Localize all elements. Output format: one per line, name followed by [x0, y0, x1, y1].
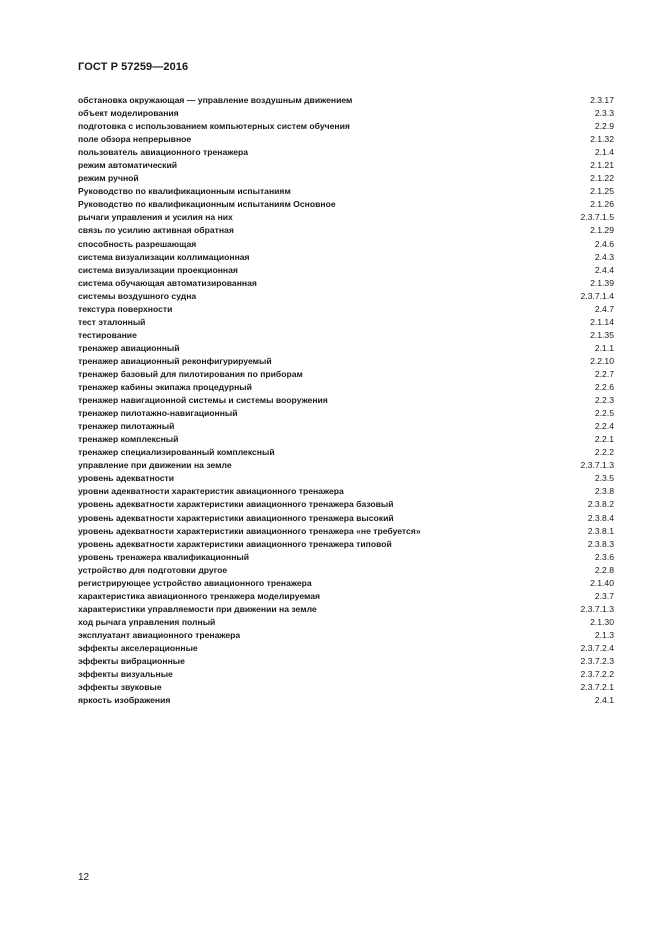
index-entry: [78, 538, 614, 551]
index-section-ref: 2.1.30: [590, 616, 614, 627]
index-section-ref: 2.2.5: [594, 408, 614, 419]
index-entry: [78, 668, 614, 681]
index-section-ref: 2.3.8.2: [587, 499, 614, 510]
index-entry: [78, 394, 614, 407]
index-entry: [78, 616, 614, 629]
index-term: уровень адекватности характеристики авиационного тренажера высокий: [78, 512, 394, 523]
index-section-ref: 2.3.7.1.3: [580, 603, 614, 614]
index-section-ref: 2.1.39: [590, 277, 614, 288]
index-entry: [78, 120, 614, 133]
index-term: тренажер комплексный: [78, 434, 179, 445]
index-term: ход рычага управления полный: [78, 616, 216, 627]
index-section-ref: 2.3.7: [594, 590, 614, 601]
index-section-ref: 2.1.21: [590, 160, 614, 171]
index-entry: [78, 681, 614, 694]
index-term: тренажер специализированный комплексный: [78, 447, 275, 458]
index-section-ref: 2.1.14: [590, 316, 614, 327]
index-entry: [78, 498, 614, 511]
index-term: режим автоматический: [78, 160, 178, 171]
index-section-ref: 2.3.8: [594, 486, 614, 497]
index-section-ref: 2.4.6: [594, 238, 614, 249]
index-section-ref: 2.1.1: [594, 342, 614, 353]
index-term: тренажер кабины экипажа процедурный: [78, 382, 252, 393]
index-term: пользователь авиационного тренажера: [78, 147, 249, 158]
index-section-ref: 2.2.10: [590, 355, 614, 366]
index-term: характеристики управляемости при движении на земле: [78, 603, 317, 614]
index-section-ref: 2.1.25: [590, 186, 614, 197]
page-number: 12: [78, 872, 90, 883]
index-term: управление при движении на земле: [78, 460, 232, 471]
index-section-ref: 2.2.6: [594, 382, 614, 393]
index-term: яркость изображения: [78, 695, 171, 706]
index-section-ref: 2.3.7.2.4: [580, 642, 614, 653]
index-section-ref: 2.3.7.2.3: [580, 656, 614, 667]
index-term: регистрирующее устройство авиационного тренажера: [78, 577, 312, 588]
index-entry: [78, 577, 614, 590]
index-term: Руководство по квалификационным испытаниям: [78, 186, 291, 197]
index-entry: [78, 264, 614, 277]
index-term: тренажер пилотажно-навигационный: [78, 408, 238, 419]
index-term: поле обзора непрерывное: [78, 134, 192, 145]
index-term: система визуализации проекционная: [78, 264, 238, 275]
index-section-ref: 2.3.17: [590, 95, 614, 105]
index-entry: [78, 211, 614, 224]
index-section-ref: 2.1.4: [594, 147, 614, 158]
index-term: система визуализации коллимационная: [78, 251, 250, 262]
index-section-ref: 2.3.8.3: [587, 538, 614, 549]
index-entry: [78, 107, 614, 120]
index-entry: [78, 251, 614, 264]
index-term: система обучающая автоматизированная: [78, 277, 257, 288]
index-term: уровень адекватности характеристики авиационного тренажера типовой: [78, 538, 392, 549]
index-term: устройство для подготовки другое: [78, 564, 228, 575]
index-section-ref: 2.1.29: [590, 225, 614, 236]
index-term: обстановка окружающая — управление воздушным движением: [78, 95, 353, 105]
term-index-list: [78, 94, 614, 707]
index-entry: [78, 642, 614, 655]
index-section-ref: 2.1.26: [590, 199, 614, 210]
page-header: ГОСТ Р 57259—2016: [78, 61, 189, 73]
index-section-ref: 2.3.8.1: [587, 525, 614, 536]
index-section-ref: 2.2.3: [594, 395, 614, 406]
index-entry: [78, 603, 614, 616]
index-section-ref: 2.4.7: [594, 303, 614, 314]
index-section-ref: 2.2.2: [594, 447, 614, 458]
index-section-ref: 2.1.32: [590, 134, 614, 145]
index-section-ref: 2.3.6: [594, 551, 614, 562]
index-entry: [78, 94, 614, 107]
index-entry: [78, 512, 614, 525]
index-section-ref: 2.4.1: [594, 695, 614, 706]
index-section-ref: 2.4.4: [594, 264, 614, 275]
index-section-ref: 2.2.8: [594, 564, 614, 575]
index-entry: [78, 224, 614, 237]
index-section-ref: 2.3.7.1.3: [580, 460, 614, 471]
index-term: уровень адекватности характеристики авиационного тренажера базовый: [78, 499, 394, 510]
index-section-ref: 2.2.4: [594, 421, 614, 432]
index-term: Руководство по квалификационным испытаниям Основное: [78, 199, 336, 210]
index-term: эффекты визуальные: [78, 669, 173, 680]
index-entry: [78, 590, 614, 603]
index-section-ref: 2.2.7: [594, 368, 614, 379]
index-term: эффекты звуковые: [78, 682, 162, 693]
index-term: эффекты акселерационные: [78, 642, 198, 653]
index-entry: [78, 368, 614, 381]
index-section-ref: 2.3.7.2.1: [580, 682, 614, 693]
index-term: режим ручной: [78, 173, 139, 184]
index-entry: [78, 355, 614, 368]
index-entry: [78, 446, 614, 459]
index-entry: [78, 316, 614, 329]
index-section-ref: 2.3.3: [594, 108, 614, 119]
index-entry: [78, 329, 614, 342]
index-entry: [78, 238, 614, 251]
index-entry: [78, 525, 614, 538]
index-entry: [78, 433, 614, 446]
index-entry: [78, 472, 614, 485]
index-term: тренажер навигационной системы и системы вооружения: [78, 395, 328, 406]
index-entry: [78, 159, 614, 172]
index-entry: [78, 655, 614, 668]
index-term: уровень адекватности характеристики авиационного тренажера «не требуется»: [78, 525, 421, 536]
index-entry: [78, 277, 614, 290]
index-section-ref: 2.2.1: [594, 434, 614, 445]
index-entry: [78, 551, 614, 564]
index-entry: [78, 407, 614, 420]
index-term: способность разрешающая: [78, 238, 197, 249]
index-entry: [78, 198, 614, 211]
index-term: тренажер пилотажный: [78, 421, 175, 432]
index-term: эксплуатант авиационного тренажера: [78, 629, 241, 640]
index-section-ref: 2.3.8.4: [587, 512, 614, 523]
index-section-ref: 2.2.9: [594, 121, 614, 132]
index-term: характеристика авиационного тренажера моделируемая: [78, 590, 321, 601]
index-section-ref: 2.3.7.1.5: [580, 212, 614, 223]
index-section-ref: 2.3.5: [594, 473, 614, 484]
index-term: подготовка с использованием компьютерных систем обучения: [78, 121, 350, 132]
index-entry: [78, 172, 614, 185]
index-entry: [78, 342, 614, 355]
index-term: тренажер авиационный: [78, 342, 180, 353]
index-term: рычаги управления и усилия на них: [78, 212, 233, 223]
index-term: тестирование: [78, 329, 137, 340]
index-entry: [78, 564, 614, 577]
index-term: тренажер базовый для пилотирования по приборам: [78, 368, 303, 379]
index-term: тест эталонный: [78, 316, 146, 327]
index-term: системы воздушного судна: [78, 290, 197, 301]
index-term: уровень тренажера квалификационный: [78, 551, 250, 562]
index-section-ref: 2.1.35: [590, 329, 614, 340]
index-entry: [78, 290, 614, 303]
index-entry: [78, 629, 614, 642]
index-term: связь по усилию активная обратная: [78, 225, 234, 236]
index-section-ref: 2.1.3: [594, 629, 614, 640]
index-section-ref: 2.1.40: [590, 577, 614, 588]
index-term: уровни адекватности характеристик авиационного тренажера: [78, 486, 344, 497]
index-section-ref: 2.1.22: [590, 173, 614, 184]
index-entry: [78, 381, 614, 394]
index-entry: [78, 185, 614, 198]
index-entry: [78, 459, 614, 472]
index-entry: [78, 485, 614, 498]
index-section-ref: 2.3.7.2.2: [580, 669, 614, 680]
index-term: текстура поверхности: [78, 303, 173, 314]
index-section-ref: 2.4.3: [594, 251, 614, 262]
index-entry: [78, 303, 614, 316]
index-term: объект моделирования: [78, 108, 179, 119]
index-term: уровень адекватности: [78, 473, 175, 484]
index-section-ref: 2.3.7.1.4: [580, 290, 614, 301]
index-term: эффекты вибрационные: [78, 656, 185, 667]
index-entry: [78, 694, 614, 707]
index-entry: [78, 146, 614, 159]
index-term: тренажер авиационный реконфигурируемый: [78, 355, 272, 366]
index-entry: [78, 420, 614, 433]
index-entry: [78, 133, 614, 146]
